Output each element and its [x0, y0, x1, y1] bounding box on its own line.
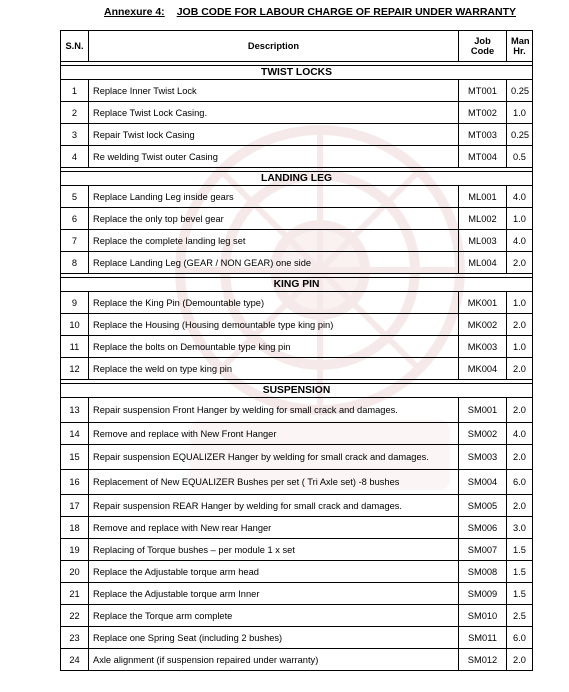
cell-man-hr: 3.0	[507, 517, 533, 539]
cell-sn: 5	[61, 186, 89, 208]
cell-job-code: MT001	[459, 80, 507, 102]
table-row	[61, 649, 533, 671]
cell-man-hr: 0.25	[507, 80, 533, 102]
cell-job-code: SM005	[459, 495, 507, 517]
cell-sn: 17	[61, 495, 89, 517]
table-row	[61, 80, 533, 102]
table-row	[61, 358, 533, 380]
cell-job-code: SM012	[459, 649, 507, 671]
cell-man-hr: 2.0	[507, 358, 533, 380]
cell-description: Replace the Adjustable torque arm head	[89, 561, 459, 583]
cell-sn: 19	[61, 539, 89, 561]
cell-man-hr: 2.0	[507, 495, 533, 517]
cell-sn: 4	[61, 146, 89, 168]
table-row	[61, 336, 533, 358]
table-row	[61, 252, 533, 274]
cell-sn: 13	[61, 398, 89, 423]
cell-sn: 1	[61, 80, 89, 102]
cell-man-hr: 6.0	[507, 470, 533, 495]
cell-description: Repair suspension Front Hanger by welding for small crack and damages.	[89, 398, 459, 423]
table-body	[61, 62, 533, 671]
cell-man-hr: 0.25	[507, 124, 533, 146]
cell-description: Re welding Twist outer Casing	[89, 146, 459, 168]
cell-description: Replace the Adjustable torque arm Inner	[89, 583, 459, 605]
table-row	[61, 423, 533, 445]
cell-man-hr: 1.0	[507, 208, 533, 230]
cell-man-hr: 2.0	[507, 445, 533, 470]
cell-man-hr: 4.0	[507, 423, 533, 445]
table-row	[61, 539, 533, 561]
table-row	[61, 292, 533, 314]
table-row	[61, 445, 533, 470]
cell-job-code: SM002	[459, 423, 507, 445]
table-row	[61, 208, 533, 230]
cell-job-code: SM007	[459, 539, 507, 561]
cell-man-hr: 0.5	[507, 146, 533, 168]
cell-job-code: SM009	[459, 583, 507, 605]
section-header-row	[61, 172, 533, 186]
cell-description: Replace the only top bevel gear	[89, 208, 459, 230]
cell-man-hr: 1.0	[507, 336, 533, 358]
cell-man-hr: 1.0	[507, 292, 533, 314]
table-header-row	[61, 31, 533, 62]
cell-job-code: MK004	[459, 358, 507, 380]
cell-description: Replace one Spring Seat (including 2 bushes)	[89, 627, 459, 649]
cell-sn: 22	[61, 605, 89, 627]
cell-job-code: SM008	[459, 561, 507, 583]
section-title: SUSPENSION	[61, 384, 533, 398]
cell-man-hr: 1.5	[507, 583, 533, 605]
cell-job-code: MK001	[459, 292, 507, 314]
section-title: LANDING LEG	[61, 172, 533, 186]
header-sn: S.N.	[61, 31, 89, 62]
cell-description: Repair Twist lock Casing	[89, 124, 459, 146]
cell-job-code: MT002	[459, 102, 507, 124]
cell-description: Replace Inner Twist Lock	[89, 80, 459, 102]
job-code-table	[60, 30, 533, 671]
cell-sn: 2	[61, 102, 89, 124]
cell-description: Replace Landing Leg inside gears	[89, 186, 459, 208]
table-row	[61, 470, 533, 495]
cell-description: Remove and replace with New Front Hanger	[89, 423, 459, 445]
table-row	[61, 230, 533, 252]
cell-man-hr: 2.0	[507, 252, 533, 274]
table-row	[61, 583, 533, 605]
header-description: Description	[89, 31, 459, 62]
cell-man-hr: 4.0	[507, 186, 533, 208]
document-heading	[104, 6, 516, 18]
cell-job-code: ML003	[459, 230, 507, 252]
cell-sn: 10	[61, 314, 89, 336]
cell-sn: 3	[61, 124, 89, 146]
section-header-row	[61, 384, 533, 398]
cell-sn: 21	[61, 583, 89, 605]
cell-description: Replace the Torque arm complete	[89, 605, 459, 627]
cell-job-code: SM004	[459, 470, 507, 495]
cell-man-hr: 2.0	[507, 649, 533, 671]
cell-sn: 14	[61, 423, 89, 445]
cell-description: Replace Twist Lock Casing.	[89, 102, 459, 124]
section-title: KING PIN	[61, 278, 533, 292]
cell-description: Repair suspension EQUALIZER Hanger by welding for small crack and damages.	[89, 445, 459, 470]
cell-job-code: SM006	[459, 517, 507, 539]
cell-job-code: MK003	[459, 336, 507, 358]
cell-sn: 15	[61, 445, 89, 470]
cell-sn: 20	[61, 561, 89, 583]
cell-sn: 11	[61, 336, 89, 358]
cell-job-code: ML002	[459, 208, 507, 230]
cell-job-code: ML001	[459, 186, 507, 208]
cell-sn: 24	[61, 649, 89, 671]
cell-description: Replace the King Pin (Demountable type)	[89, 292, 459, 314]
cell-description: Replace Landing Leg (GEAR / NON GEAR) one side	[89, 252, 459, 274]
heading-prefix: Annexure 4:	[104, 6, 165, 18]
heading-title: JOB CODE FOR LABOUR CHARGE OF REPAIR UNDER WARRANTY	[176, 6, 516, 18]
cell-sn: 16	[61, 470, 89, 495]
cell-job-code: MT004	[459, 146, 507, 168]
section-header-row	[61, 278, 533, 292]
cell-man-hr: 2.0	[507, 398, 533, 423]
cell-sn: 7	[61, 230, 89, 252]
cell-sn: 18	[61, 517, 89, 539]
cell-description: Replace the weld on type king pin	[89, 358, 459, 380]
table-row	[61, 398, 533, 423]
cell-man-hr: 1.5	[507, 539, 533, 561]
cell-description: Replacement of New EQUALIZER Bushes per set ( Tri Axle set) -8 bushes	[89, 470, 459, 495]
cell-sn: 12	[61, 358, 89, 380]
cell-job-code: SM010	[459, 605, 507, 627]
table-row	[61, 146, 533, 168]
table-row	[61, 102, 533, 124]
table-row	[61, 605, 533, 627]
section-title: TWIST LOCKS	[61, 66, 533, 80]
cell-job-code: MK002	[459, 314, 507, 336]
cell-sn: 23	[61, 627, 89, 649]
cell-job-code: SM003	[459, 445, 507, 470]
cell-man-hr: 6.0	[507, 627, 533, 649]
cell-description: Replace the bolts on Demountable type king pin	[89, 336, 459, 358]
cell-job-code: ML004	[459, 252, 507, 274]
cell-description: Remove and replace with New rear Hanger	[89, 517, 459, 539]
cell-job-code: MT003	[459, 124, 507, 146]
section-header-row	[61, 66, 533, 80]
cell-description: Replace the complete landing leg set	[89, 230, 459, 252]
cell-description: Axle alignment (if suspension repaired under warranty)	[89, 649, 459, 671]
cell-sn: 6	[61, 208, 89, 230]
cell-man-hr: 1.5	[507, 561, 533, 583]
cell-man-hr: 4.0	[507, 230, 533, 252]
cell-man-hr: 2.5	[507, 605, 533, 627]
cell-man-hr: 1.0	[507, 102, 533, 124]
cell-sn: 8	[61, 252, 89, 274]
cell-job-code: SM011	[459, 627, 507, 649]
table-row	[61, 314, 533, 336]
cell-sn: 9	[61, 292, 89, 314]
table-row	[61, 561, 533, 583]
table-row	[61, 495, 533, 517]
cell-description: Replace the Housing (Housing demountable type king pin)	[89, 314, 459, 336]
table-row	[61, 517, 533, 539]
table-row	[61, 124, 533, 146]
cell-description: Replacing of Torque bushes – per module 1 x set	[89, 539, 459, 561]
cell-job-code: SM001	[459, 398, 507, 423]
table-row	[61, 186, 533, 208]
table-row	[61, 627, 533, 649]
header-job-code: Job Code	[459, 31, 507, 62]
header-man-hr: Man Hr.	[507, 31, 533, 62]
cell-description: Repair suspension REAR Hanger by welding for small crack and damages.	[89, 495, 459, 517]
cell-man-hr: 2.0	[507, 314, 533, 336]
